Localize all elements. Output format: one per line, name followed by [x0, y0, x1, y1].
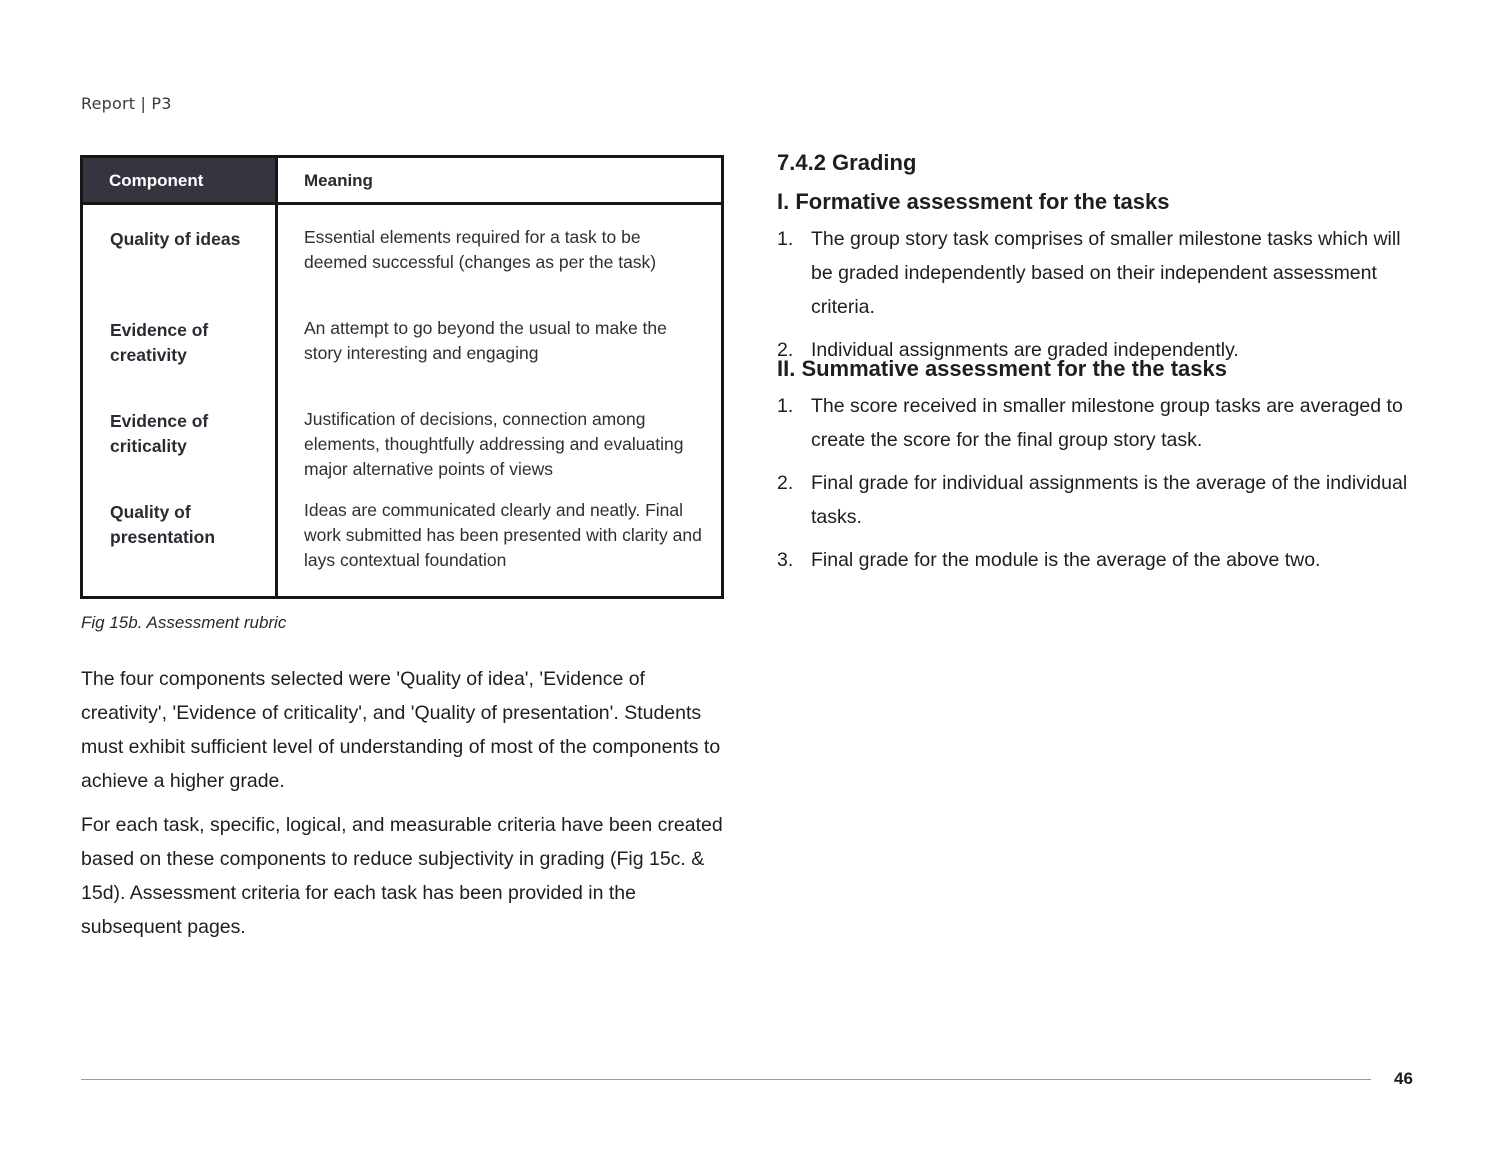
component-quality-of-presentation: Quality of presentation: [110, 502, 216, 547]
meaning-evidence-of-criticality: Justification of decisions, connection among elements, thoughtfully addressing and evaluating major alternative points of views: [304, 409, 684, 479]
meaning-evidence-of-creativity: An attempt to go beyond the usual to make the story interesting and engaging: [304, 318, 667, 363]
meaning-quality-of-presentation: Ideas are communicated clearly and neatly. Final work submitted has been presented with clarity and lays contextual foundation: [304, 500, 702, 570]
body-paragraph-1: The four components selected were 'Quality of idea', 'Evidence of creativity', 'Evidence of criticality', and 'Quality of presentation'. Students must exhibit sufficient level of understanding of most of the components to achieve a higher grade.: [81, 668, 721, 792]
section-title-grading: 7.4.2 Grading: [777, 150, 917, 175]
component-evidence-of-creativity: Evidence of creativity: [110, 320, 209, 365]
formative-heading: I. Formative assessment for the tasks: [777, 189, 1170, 214]
list-number: 2.: [777, 339, 794, 361]
component-evidence-of-criticality: Evidence of criticality: [110, 411, 209, 456]
footer-divider: [81, 1079, 1371, 1080]
list-item: [777, 222, 1427, 324]
header-component: Component: [83, 158, 278, 205]
component-quality-of-ideas: Quality of ideas: [110, 229, 241, 249]
assessment-rubric-table: [80, 155, 724, 599]
meaning-column: [278, 205, 721, 596]
list-item: [777, 389, 1427, 457]
formative-list: [777, 222, 1427, 376]
figure-caption: Fig 15b. Assessment rubric: [81, 613, 287, 632]
list-number: 3.: [777, 549, 794, 571]
list-number: 1.: [777, 395, 794, 417]
list-text: Final grade for the module is the average of the above two.: [811, 549, 1321, 571]
page-number: 46: [1394, 1069, 1413, 1088]
list-text: Final grade for individual assignments is the average of the individual tasks.: [811, 472, 1408, 528]
list-number: 1.: [777, 228, 794, 250]
list-item: [777, 543, 1427, 577]
list-text: The group story task comprises of smaller milestone tasks which will be graded independently based on their independent assessment criteria.: [811, 228, 1401, 318]
list-item: [777, 466, 1427, 534]
list-text: Individual assignments are graded independently.: [811, 339, 1239, 361]
report-header: Report | P3: [81, 94, 172, 113]
summative-heading: II. Summative assessment for the the tasks: [777, 356, 1227, 381]
meaning-quality-of-ideas: Essential elements required for a task to be deemed successful (changes as per the task): [304, 227, 657, 272]
header-meaning: Meaning: [278, 158, 721, 205]
body-paragraph-2: For each task, specific, logical, and measurable criteria have been created based on these components to reduce subjectivity in grading (Fig 15c. & 15d). Assessment criteria for each task has been provided in the subsequent pages.: [81, 814, 723, 938]
component-column: [83, 205, 278, 596]
summative-list: [777, 389, 1427, 586]
list-text: The score received in smaller milestone group tasks are averaged to create the score for the final group story task.: [811, 395, 1403, 451]
list-number: 2.: [777, 472, 794, 494]
